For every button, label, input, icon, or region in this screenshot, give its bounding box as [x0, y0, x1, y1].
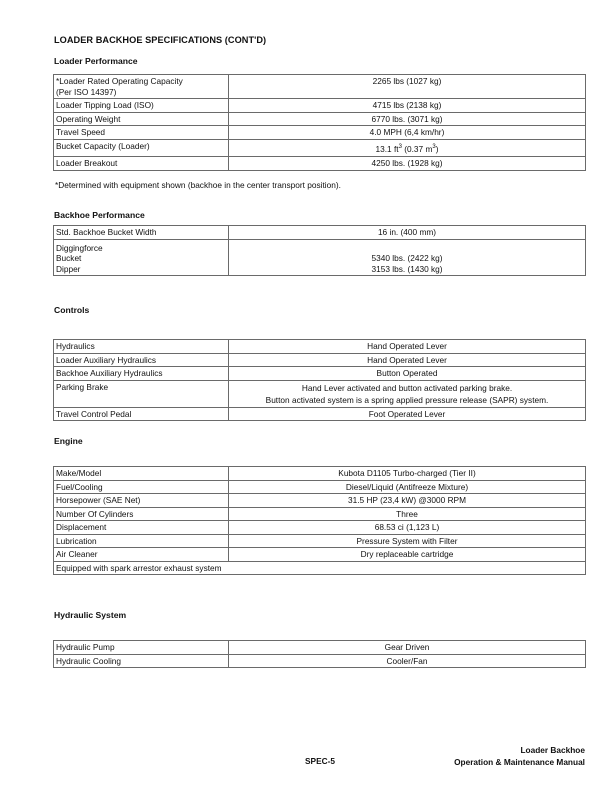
row-value: 4715 lbs (2138 kg) [229, 99, 586, 113]
row-label: Horsepower (SAE Net) [54, 494, 229, 508]
table-row [54, 353, 586, 367]
row-label: Number Of Cylinders [54, 507, 229, 521]
section-heading-loader-performance: Loader Performance [54, 56, 138, 66]
table-row [54, 561, 586, 575]
manual-title: Loader Backhoe Operation & Maintenance Manual [454, 745, 585, 767]
row-value: 31.5 HP (23,4 kW) @3000 RPM [229, 494, 586, 508]
row-value: Pressure System with Filter [229, 534, 586, 548]
row-label: Operating Weight [54, 112, 229, 126]
table-row [54, 226, 586, 240]
row-value: Hand Operated Lever [229, 340, 586, 354]
section-heading-engine: Engine [54, 436, 83, 446]
row-label: Hydraulics [54, 340, 229, 354]
table-row [54, 534, 586, 548]
row-value: Three [229, 507, 586, 521]
table-row [54, 340, 586, 354]
row-label: Loader Breakout [54, 157, 229, 171]
footnote: *Determined with equipment shown (backhoe in the center transport position). [55, 180, 341, 190]
table-row [54, 367, 586, 381]
row-label: Lubrication [54, 534, 229, 548]
table-row [54, 75, 586, 99]
row-label: Travel Speed [54, 126, 229, 140]
hydraulic-system-table [53, 640, 586, 668]
table-row [54, 641, 586, 655]
row-value: Kubota D1105 Turbo-charged (Tier II) [229, 467, 586, 481]
row-label: Make/Model [54, 467, 229, 481]
row-label: Bucket Capacity (Loader) [54, 139, 229, 157]
engine-note-row: Equipped with spark arrestor exhaust system [54, 561, 586, 575]
row-label: Parking Brake [54, 380, 229, 407]
engine-table [53, 466, 586, 575]
table-row [54, 139, 586, 157]
table-row [54, 654, 586, 668]
backhoe-performance-table [53, 225, 586, 276]
section-heading-controls: Controls [54, 305, 90, 315]
table-row [54, 467, 586, 481]
table-row [54, 548, 586, 562]
row-label: Air Cleaner [54, 548, 229, 562]
row-value: 6770 lbs. (3071 kg) [229, 112, 586, 126]
table-row [54, 407, 586, 421]
row-value: 16 in. (400 mm) [229, 226, 586, 240]
row-value: Foot Operated Lever [229, 407, 586, 421]
row-label: *Loader Rated Operating Capacity (Per ISO 14397) [54, 75, 229, 99]
row-value: Hand Operated Lever [229, 353, 586, 367]
row-value: Hand Lever activated and button activated parking brake. Button activated system is a spring applied pressure release (SAPR) system. [229, 380, 586, 407]
row-value: Diesel/Liquid (Antifreeze Mixture) [229, 480, 586, 494]
table-row [54, 99, 586, 113]
row-label: Diggingforce Bucket Dipper [54, 239, 229, 276]
row-value: 4250 lbs. (1928 kg) [229, 157, 586, 171]
row-label: Loader Auxiliary Hydraulics [54, 353, 229, 367]
row-label: Hydraulic Pump [54, 641, 229, 655]
page-number: SPEC-5 [305, 756, 335, 766]
table-row [54, 157, 586, 171]
table-row [54, 380, 586, 407]
page-title: LOADER BACKHOE SPECIFICATIONS (CONT'D) [54, 35, 267, 45]
row-label: Fuel/Cooling [54, 480, 229, 494]
row-value: Gear Driven [229, 641, 586, 655]
table-row [54, 112, 586, 126]
row-label: Backhoe Auxiliary Hydraulics [54, 367, 229, 381]
row-value: 13.1 $ft^3$ (0.37 $m^3$) [229, 139, 586, 157]
controls-table [53, 339, 586, 421]
table-row [54, 126, 586, 140]
row-value: Cooler/Fan [229, 654, 586, 668]
table-row [54, 521, 586, 535]
row-value: Button Operated [229, 367, 586, 381]
table-row [54, 480, 586, 494]
row-value: 2265 lbs (1027 kg) [229, 75, 586, 99]
row-value: 4.0 MPH (6,4 km/hr) [229, 126, 586, 140]
row-label: Loader Tipping Load (ISO) [54, 99, 229, 113]
table-row [54, 507, 586, 521]
section-heading-hydraulic-system: Hydraulic System [54, 610, 127, 620]
section-heading-backhoe-performance: Backhoe Performance [54, 210, 145, 220]
row-label: Hydraulic Cooling [54, 654, 229, 668]
row-value: 68.53 ci (1,123 L) [229, 521, 586, 535]
loader-performance-table [53, 74, 586, 171]
row-label: Displacement [54, 521, 229, 535]
row-label: Travel Control Pedal [54, 407, 229, 421]
row-value: Dry replaceable cartridge [229, 548, 586, 562]
row-label: Std. Backhoe Bucket Width [54, 226, 229, 240]
table-row [54, 494, 586, 508]
row-value: 5340 lbs. (2422 kg) 3153 lbs. (1430 kg) [229, 239, 586, 276]
table-row [54, 239, 586, 276]
